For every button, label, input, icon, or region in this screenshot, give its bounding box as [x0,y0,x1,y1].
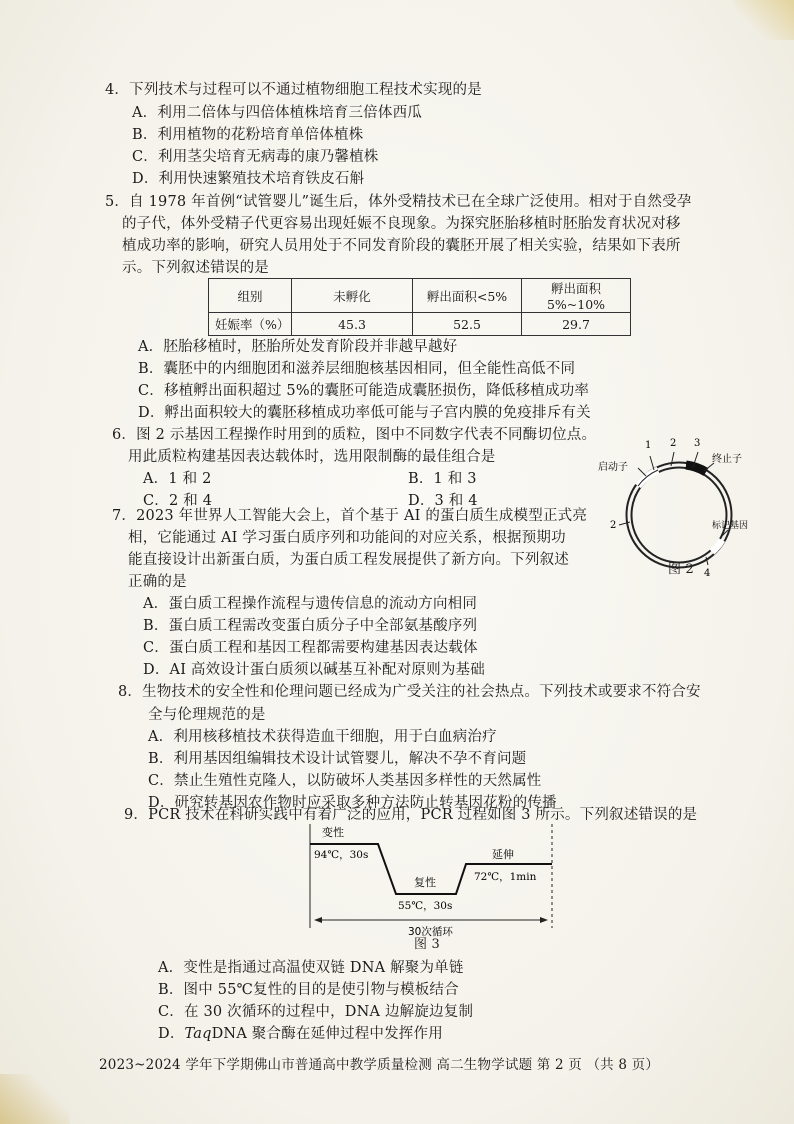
pcr-figure [304,822,562,940]
table-cell: 52.5 [413,313,522,336]
terminator-segment [686,465,706,472]
q5-option-c: C．移植孵出面积超过 5%的囊胚可能造成囊胚损伤，降低移植成功率 [138,383,590,399]
table-cell: 45.3 [292,313,413,336]
anneal-condition: 55℃，30s [398,900,453,912]
q9-option-c: C．在 30 次循环的过程中，DNA 边解旋边复制 [158,1004,474,1020]
q9-option-d [158,1023,443,1045]
table-row [209,313,631,336]
site-label-2: 2 [670,438,677,449]
q7-stem-line3: 能直接设计出新蛋白质，为蛋白质工程发展提供了新方向。下列叙述 [128,552,569,568]
q5-option-b: B．囊胚中的内细胞团和滋养层细胞核基因相同，但全能性高低不同 [138,361,576,377]
q7-option-b: B．蛋白质工程需改变蛋白质分子中全部氨基酸序列 [143,618,478,634]
q5-stem-line3: 植成功率的影响，研究人员用处于不同发育阶段的囊胚开展了相关实验，结果如下表所 [122,238,681,254]
marker-gene-segment [712,540,722,552]
table-header-row [209,279,631,313]
q6-option-b: B．1 和 3 [408,471,477,487]
q8-stem-line2: 全与伦理规范的是 [148,707,266,723]
q8-option-c: C．禁止生殖性克隆人，以防破坏人类基因多样性的天然属性 [148,773,542,789]
site-1-line [650,456,654,470]
cycles-label: 30次循环 [408,926,453,938]
table-row-label: 妊娠率（%） [209,313,292,336]
q5-stem-line4: 示。下列叙述错误的是 [122,260,269,276]
q5-stem-line2: 的子代，体外受精子代更容易出现妊娠不良现象。为探究胚胎移植时胚胎发育状况对移 [122,216,681,232]
q6-option-d: D．3 和 4 [408,493,478,509]
promoter-label: 启动子 [598,462,628,473]
site-label-4: 4 [704,568,711,579]
site-label-1: 1 [645,440,652,451]
table-header-cell: 孵出面积<5% [413,279,522,313]
q6-option-c: C．2 和 4 [143,493,213,509]
q4-option-d: D．利用快速繁殖技术培育铁皮石斛 [132,171,365,187]
q5-option-a: A．胚胎移植时，胚胎所处发育阶段并非越早越好 [138,339,458,355]
q9-option-d-text: DNA 聚合酶在延伸过程中发挥作用 [211,1026,443,1042]
page-edge-shadow [734,0,794,40]
q4-option-c: C．利用茎尖培育无病毒的康乃馨植株 [132,149,379,165]
promoter-segment [638,470,658,486]
q6-stem-line2: 用此质粒构建基因表达载体时，选用限制酶的最佳组合是 [128,449,496,465]
table-header-cell: 未孵化 [292,279,413,313]
q8-option-b: B．利用基因组编辑技术设计试管婴儿，解决不孕不育问题 [148,751,527,767]
q7-option-a: A．蛋白质工程操作流程与遗传信息的流动方向相同 [143,596,478,612]
extend-label: 延伸 [492,848,514,861]
q7-option-d: D．AI 高效设计蛋白质须以碱基互补配对原则为基础 [143,662,485,678]
q5-option-d: D．孵出面积较大的囊胚移植成功率低可能与子宫内膜的免疫排斥有关 [138,405,591,421]
denature-label: 变性 [322,826,344,839]
anneal-label: 复性 [414,876,436,889]
taq-italic: Taq [184,1026,212,1042]
q9-option-d-prefix: D． [158,1026,185,1042]
q4-option-a: A．利用二倍体与四倍体植株培育三倍体西瓜 [132,105,422,121]
q6-stem-line1: 6．图 2 示基因工程操作时用到的质粒，图中不同数字代表不同酶切位点。 [112,427,597,443]
figure-2-caption: 图 2 [668,562,695,577]
table-header-cell: 孵出面积5%~10% [522,279,631,313]
q7-stem-line1: 7．2023 年世界人工智能大会上，首个基于 AI 的蛋白质生成模型正式亮 [112,508,588,524]
q7-option-c: C．蛋白质工程和基因工程都需要构建基因表达载体 [143,640,478,656]
pregnancy-rate-table [208,278,631,336]
q5-stem-line1: 5．自 1978 年首例“试管婴儿”诞生后，体外受精技术已在全球广泛使用。相对于自然受孕 [105,194,692,210]
q8-option-a: A．利用核移植技术获得造血干细胞，用于白血病治疗 [148,729,497,745]
denature-condition: 94℃，30s [314,849,369,861]
q8-stem-line1: 8．生物技术的安全性和伦理问题已经成为广受关注的社会热点。下列技术或要求不符合安 [118,684,701,700]
extend-condition: 72℃，1min [474,871,537,883]
q7-stem-line2: 相，它能通过 AI 学习蛋白质序列和功能间的对应关系，根据预期功 [128,530,566,546]
arrow-left-head [314,917,322,923]
q4-stem: 4．下列技术与过程可以不通过植物细胞工程技术实现的是 [105,82,482,98]
arrow-right-head [540,917,548,923]
marker-gene-label: 标记基因 [712,521,749,531]
table-header-cell: 组别 [209,279,292,313]
figure-3-caption: 图 3 [414,937,441,952]
q7-stem-line4: 正确的是 [128,574,187,590]
site-label-3: 3 [694,438,701,449]
promoter-leader [638,468,646,476]
page-footer: 2023~2024 学年下学期佛山市普通高中教学质量检测 高二生物学试题 第 2 页 （共 8 页） [99,1057,660,1073]
q9-option-a: A．变性是指通过高温使双链 DNA 解聚为单链 [158,960,464,976]
q9-stem: 9．PCR 技术在科研实践中有着广泛的应用，PCR 过程如图 3 所示。下列叙述错误的是 [124,807,698,823]
q6-option-a: A．1 和 2 [143,471,212,487]
site-label-2b: 2 [610,520,617,531]
terminator-label: 终止子 [712,454,742,465]
q8-option-d: D．研究转基因农作物时应采取多种方法防止转基因花粉的传播 [148,795,557,811]
q4-option-b: B．利用植物的花粉培育单倍体植株 [132,127,364,143]
q9-option-b: B．图中 55℃复性的目的是使引物与模板结合 [158,982,459,998]
table-cell: 29.7 [522,313,631,336]
page-edge-shadow [0,1074,70,1124]
